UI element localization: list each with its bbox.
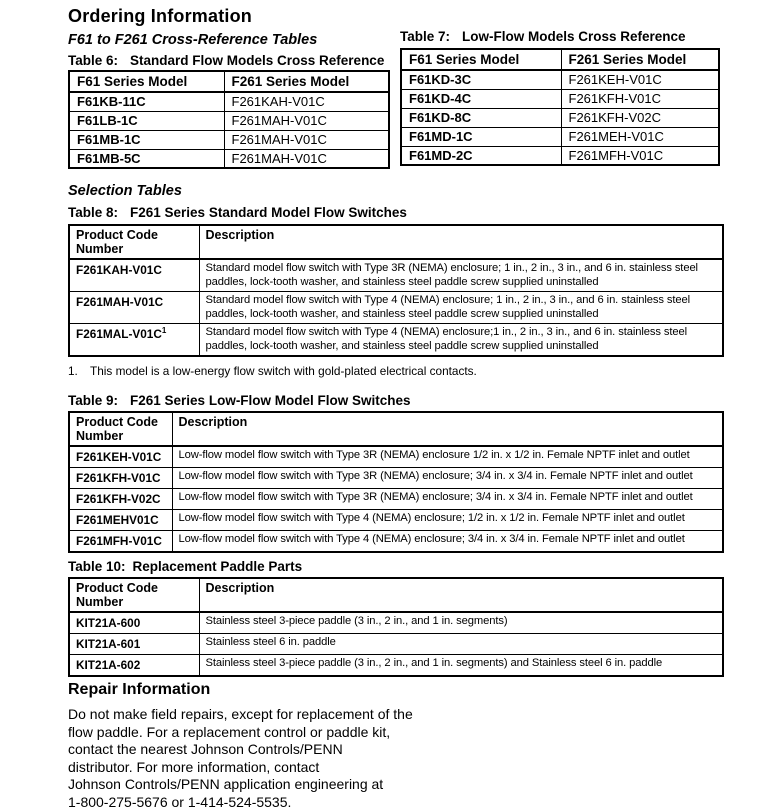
description-cell: Standard model flow switch with Type 4 (NEMA) enclosure; 1 in., 2 in., 3 in., and 6 in. stainless steel paddles, lock-tooth washer, and stainless steel paddle screw supplied uninstalled — [199, 292, 723, 324]
f61-model-cell: F61MD-1C — [401, 127, 561, 146]
f261-model-cell: F261MAH-V01C — [224, 149, 389, 168]
product-code: F261MAL-V01C — [76, 327, 162, 341]
table10-caption-title: Replacement Paddle Parts — [132, 559, 303, 574]
table-row — [401, 127, 719, 146]
product-code-cell: KIT21A-602 — [69, 655, 199, 677]
table8-caption-title: F261 Series Standard Model Flow Switches — [130, 205, 407, 220]
footnote-text: This model is a low-energy flow switch with gold-plated electrical contacts. — [90, 364, 477, 378]
table-6-standard-flow-cross-reference — [68, 70, 390, 169]
description-cell: Low-flow model flow switch with Type 4 (NEMA) enclosure; 3/4 in. x 3/4 in. Female NPTF inlet and outlet — [172, 531, 723, 553]
table-row — [401, 89, 719, 108]
table7-caption-title: Low-Flow Models Cross Reference — [462, 29, 686, 44]
table6-header-row — [69, 71, 389, 92]
table-row — [69, 531, 723, 553]
repair-information-text — [68, 706, 488, 812]
f61-model-cell: F61MB-1C — [69, 130, 224, 149]
product-code-cell: F261MFH-V01C — [69, 531, 172, 553]
product-code-cell: F261KFH-V01C — [69, 468, 172, 489]
table9-caption — [68, 393, 411, 408]
table8-header-row — [69, 225, 723, 259]
description-cell: Low-flow model flow switch with Type 3R (NEMA) enclosure; 3/4 in. x 3/4 in. Female NPTF inlet and outlet — [172, 468, 723, 489]
repair-text-line: contact the nearest Johnson Controls/PENN — [68, 741, 343, 758]
table-row — [69, 510, 723, 531]
table6-col1-header: F61 Series Model — [69, 71, 224, 92]
repair-text-line: distributor. For more information, contact — [68, 758, 320, 775]
table-row — [69, 292, 723, 324]
product-code-cell — [69, 324, 199, 357]
table-7-low-flow-cross-reference — [400, 48, 720, 166]
description-cell: Stainless steel 3-piece paddle (3 in., 2 in., and 1 in. segments) and Stainless steel 6 in. paddle — [199, 655, 723, 677]
f261-model-cell: F261MAH-V01C — [224, 111, 389, 130]
footnote-number: 1. — [68, 364, 78, 378]
f261-model-cell: F261MEH-V01C — [561, 127, 719, 146]
table7-col1-header: F61 Series Model — [401, 49, 561, 70]
table-row — [69, 149, 389, 168]
product-code-cell: F261KFH-V02C — [69, 489, 172, 510]
description-cell: Stainless steel 3-piece paddle (3 in., 2 in., and 1 in. segments) — [199, 612, 723, 634]
table10-col2-header: Description — [199, 578, 723, 612]
product-code-cell: KIT21A-600 — [69, 612, 199, 634]
table-row — [69, 468, 723, 489]
description-cell: Stainless steel 6 in. paddle — [199, 634, 723, 655]
table-10-replacement-paddle-parts — [68, 577, 724, 677]
table-row — [69, 655, 723, 677]
f261-model-cell: F261MAH-V01C — [224, 130, 389, 149]
product-code-cell: F261KEH-V01C — [69, 446, 172, 468]
table9-col2-header: Description — [172, 412, 723, 446]
table-row — [69, 446, 723, 468]
f61-model-cell: F61LB-1C — [69, 111, 224, 130]
description-cell: Standard model flow switch with Type 3R (NEMA) enclosure; 1 in., 2 in., 3 in., and 6 in. stainless steel paddles, lock-tooth washer, and stainless steel paddle screw supplied uninstalled — [199, 259, 723, 292]
table9-col1-header: Product Code Number — [69, 412, 172, 446]
table-row — [69, 489, 723, 510]
product-code-cell: KIT21A-601 — [69, 634, 199, 655]
table-9-low-flow-model-flow-switches — [68, 411, 724, 553]
table8-footnote — [68, 364, 477, 378]
table10-col1-header: Product Code Number — [69, 578, 199, 612]
table6-caption-label: Table 6: — [68, 53, 119, 68]
f261-model-cell: F261KFH-V01C — [561, 89, 719, 108]
table6-col2-header: F261 Series Model — [224, 71, 389, 92]
product-code: F261MAH-V01C — [76, 295, 164, 309]
table-row — [69, 259, 723, 292]
f61-model-cell: F61KD-4C — [401, 89, 561, 108]
table-row — [69, 130, 389, 149]
product-code-cell: F261MEHV01C — [69, 510, 172, 531]
table-row — [69, 612, 723, 634]
table8-caption — [68, 205, 407, 220]
table-8-standard-model-flow-switches — [68, 224, 724, 357]
table9-caption-label: Table 9: — [68, 393, 119, 408]
f61-model-cell: F61KB-11C — [69, 92, 224, 111]
table8-col2-header: Description — [199, 225, 723, 259]
description-cell: Low-flow model flow switch with Type 3R (NEMA) enclosure; 3/4 in. x 3/4 in. Female NPTF inlet and outlet — [172, 489, 723, 510]
cross-reference-subheading: F61 to F261 Cross-Reference Tables — [68, 32, 318, 48]
table-row — [401, 70, 719, 89]
table-row — [401, 146, 719, 165]
f261-model-cell: F261MFH-V01C — [561, 146, 719, 165]
product-code-cell — [69, 259, 199, 292]
table6-caption-title: Standard Flow Models Cross Reference — [130, 53, 385, 68]
table10-caption-label: Table 10: — [68, 559, 126, 574]
ordering-information-heading: Ordering Information — [68, 6, 252, 26]
table-row — [69, 92, 389, 111]
f61-model-cell: F61MB-5C — [69, 149, 224, 168]
table-row — [401, 108, 719, 127]
f61-model-cell: F61MD-2C — [401, 146, 561, 165]
table7-col2-header: F261 Series Model — [561, 49, 719, 70]
f61-model-cell: F61KD-3C — [401, 70, 561, 89]
table10-header-row — [69, 578, 723, 612]
table8-col1-header: Product Code Number — [69, 225, 199, 259]
f261-model-cell: F261KFH-V02C — [561, 108, 719, 127]
table7-header-row — [401, 49, 719, 70]
product-code-cell — [69, 292, 199, 324]
table9-caption-title: F261 Series Low-Flow Model Flow Switches — [130, 393, 411, 408]
repair-information-heading: Repair Information — [68, 681, 211, 698]
footnote-marker: 1 — [161, 326, 167, 336]
table7-caption — [400, 29, 686, 44]
description-cell: Standard model flow switch with Type 4 (NEMA) enclosure;1 in., 2 in., 3 in., and 6 in. stainless steel paddles, lock-tooth washer, and stainless steel paddle screw supplied uninstalled — [199, 324, 723, 357]
table-row — [69, 111, 389, 130]
table-row — [69, 324, 723, 357]
table9-header-row — [69, 412, 723, 446]
table6-caption — [68, 53, 384, 68]
repair-text-line: flow paddle. For a replacement control or paddle kit, — [68, 723, 391, 740]
description-cell: Low-flow model flow switch with Type 3R (NEMA) enclosure 1/2 in. x 1/2 in. Female NPTF inlet and outlet — [172, 446, 723, 468]
table7-caption-label: Table 7: — [400, 29, 451, 44]
product-code: F261KAH-V01C — [76, 263, 162, 277]
repair-text-line: 1-800-275-5676 or 1-414-524-5535. — [68, 793, 292, 810]
table-row — [69, 634, 723, 655]
repair-text-line: Johnson Controls/PENN application engineering at — [68, 776, 384, 793]
description-cell: Low-flow model flow switch with Type 4 (NEMA) enclosure; 1/2 in. x 1/2 in. Female NPTF inlet and outlet — [172, 510, 723, 531]
f61-model-cell: F61KD-8C — [401, 108, 561, 127]
f261-model-cell: F261KEH-V01C — [561, 70, 719, 89]
f261-model-cell: F261KAH-V01C — [224, 92, 389, 111]
selection-tables-subheading: Selection Tables — [68, 183, 182, 199]
repair-text-line: Do not make field repairs, except for replacement of the — [68, 706, 413, 722]
table8-caption-label: Table 8: — [68, 205, 119, 220]
table10-caption — [68, 559, 302, 574]
